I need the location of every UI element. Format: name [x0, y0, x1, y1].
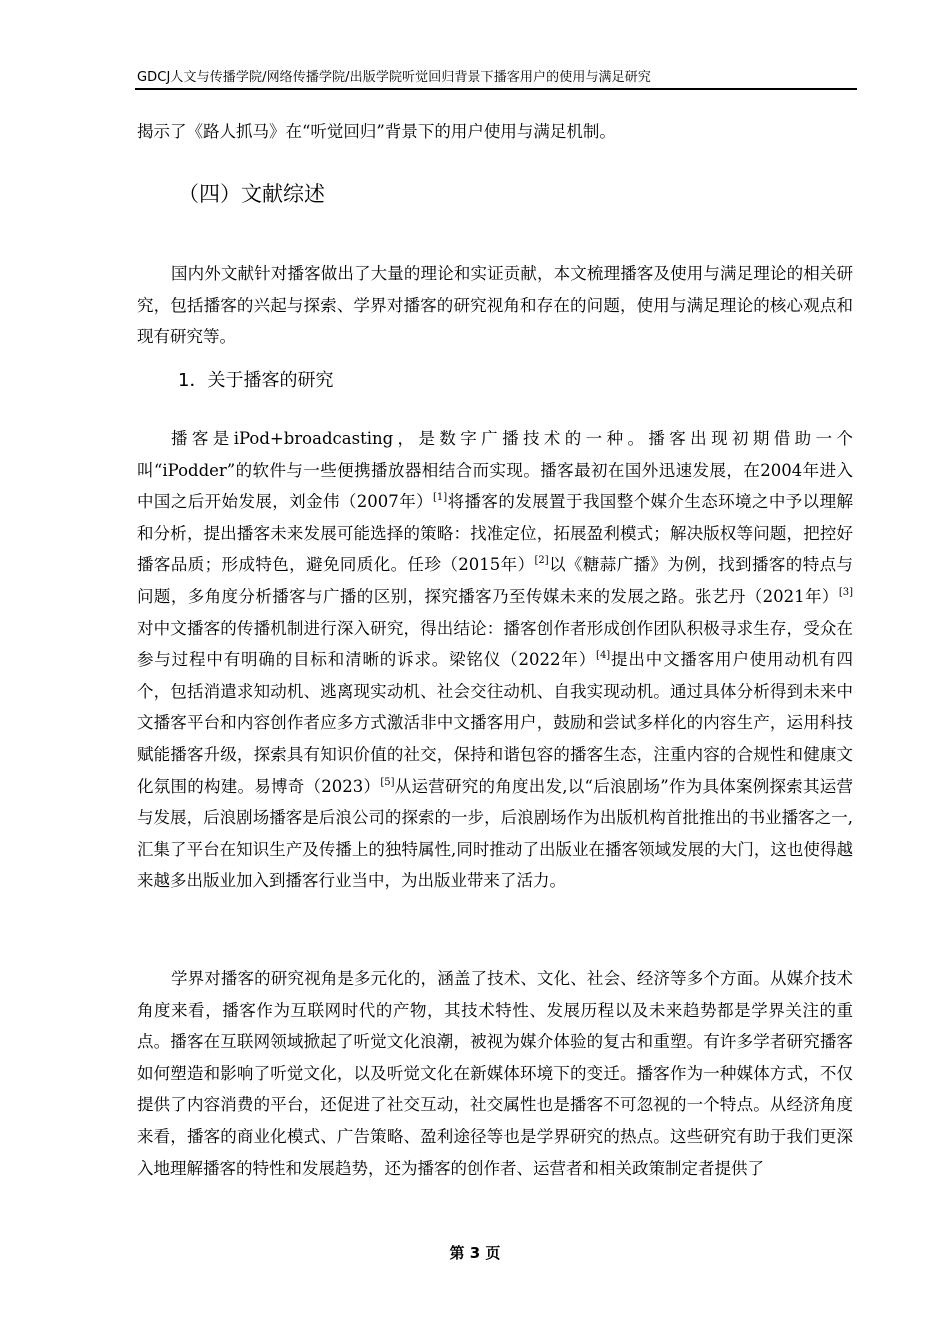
- running-header: GDCJ人文与传播学院/网络传播学院/出版学院听觉回归背景下播客用户的使用与满足研究: [137, 70, 651, 85]
- paragraph-segment: 以《糖蒜广播》为例，找到播客的特点与问题，多角度分析播客与广播的区别，探究播客乃至传媒未来的发展之路。张艺丹（2021年）: [137, 555, 854, 606]
- citation-1: [1]: [433, 492, 448, 504]
- paragraph-segment: 将播客的发展置于我国整个媒介生态环境之中予以理解和分析，提出播客未来发展可能选择的策略：找准定位，拓展盈利模式；解决版权等问题，把控好播客品质；形成特色，避免同质化。任珍（2015年）: [137, 492, 853, 575]
- citation-3: [3]: [838, 586, 853, 598]
- intro-paragraph: 国内外文献针对播客做出了大量的理论和实证贡献，本文梳理播客及使用与满足理论的相关研究，包括播客的兴起与探索、学界对播客的研究视角和存在的问题，使用与满足理论的核心观点和现有研究等。: [137, 264, 853, 347]
- paragraph-segment: 提出中文播客用户使用动机有四个，包括消遣求知动机、逃离现实动机、社会交往动机、自我实现动机。通过具体分析得到未来中文播客平台和内容创作者应多方式激活非中文播客用户，鼓励和尝试多样化的内容生产，运用科技赋能播客升级，探索具有知识价值的社交，保持和谐包容的播客生态，注重内容的合规性和健康文化氛围的构建。易博奇（2023）: [137, 650, 854, 796]
- paragraph-segment: 播客是iPod+broadcasting，是数字广播技术的一种。播客出现初期借助一个叫“iPodder”的软件与一些便携播放器相结合而实现。播客最初在国外迅速发展，在2004年进入中国之后开始发展，刘金伟（2007年）: [137, 429, 853, 512]
- paragraph-segment: 从运营研究的角度出发,以“后浪剧场”作为具体案例探索其运营与发展，后浪剧场播客是后浪公司的探索的一步，后浪剧场作为出版机构首批推出的书业播客之一,汇集了平台在知识生产及传播上的独特属性,同时推动了出版业在播客领域发展的大门，这也使得越来越多出版业加入到播客行业当中，为出版业带来了活力。: [137, 776, 853, 891]
- page-number: 第 3 页: [449, 1244, 501, 1262]
- sub-heading: 1．关于播客的研究: [178, 370, 334, 391]
- citation-2: [2]: [534, 555, 549, 567]
- paragraph-segment: 对中文播客的传播机制进行深入研究，得出结论：播客创作者形成创作团队积极寻求生存，受众在参与过程中有明确的目标和清晰的诉求。梁铭仪（2022年）: [137, 618, 853, 670]
- podcast-research-paragraph: [137, 423, 853, 897]
- continued-line: 揭示了《路人抓马》在“听觉回归”背景下的用户使用与满足机制。: [137, 122, 616, 141]
- citation-5: [5]: [380, 776, 395, 788]
- citation-4: [4]: [596, 650, 611, 662]
- research-perspectives-paragraph: 学界对播客的研究视角是多元化的，涵盖了技术、文化、社会、经济等多个方面。从媒介技术角度来看，播客作为互联网时代的产物，其技术特性、发展历程以及未来趋势都是学界关注的重点。播客在互联网领域掀起了听觉文化浪潮，被视为媒介体验的复古和重塑。有许多学者研究播客如何塑造和影响了听觉文化，以及听觉文化在新媒体环境下的变迁。播客作为一种媒体方式，不仅提供了内容消费的平台，还促进了社交互动，社交属性也是播客不可忽视的一个特点。从经济角度来看，播客的商业化模式、广告策略、盈利途径等也是学界研究的热点。这些研究有助于我们更深入地理解播客的特性和发展趋势，还为播客的创作者、运营者和相关政策制定者提供了: [137, 969, 853, 1178]
- section-heading: （四）文献综述: [178, 182, 325, 206]
- header-rule: [135, 88, 857, 90]
